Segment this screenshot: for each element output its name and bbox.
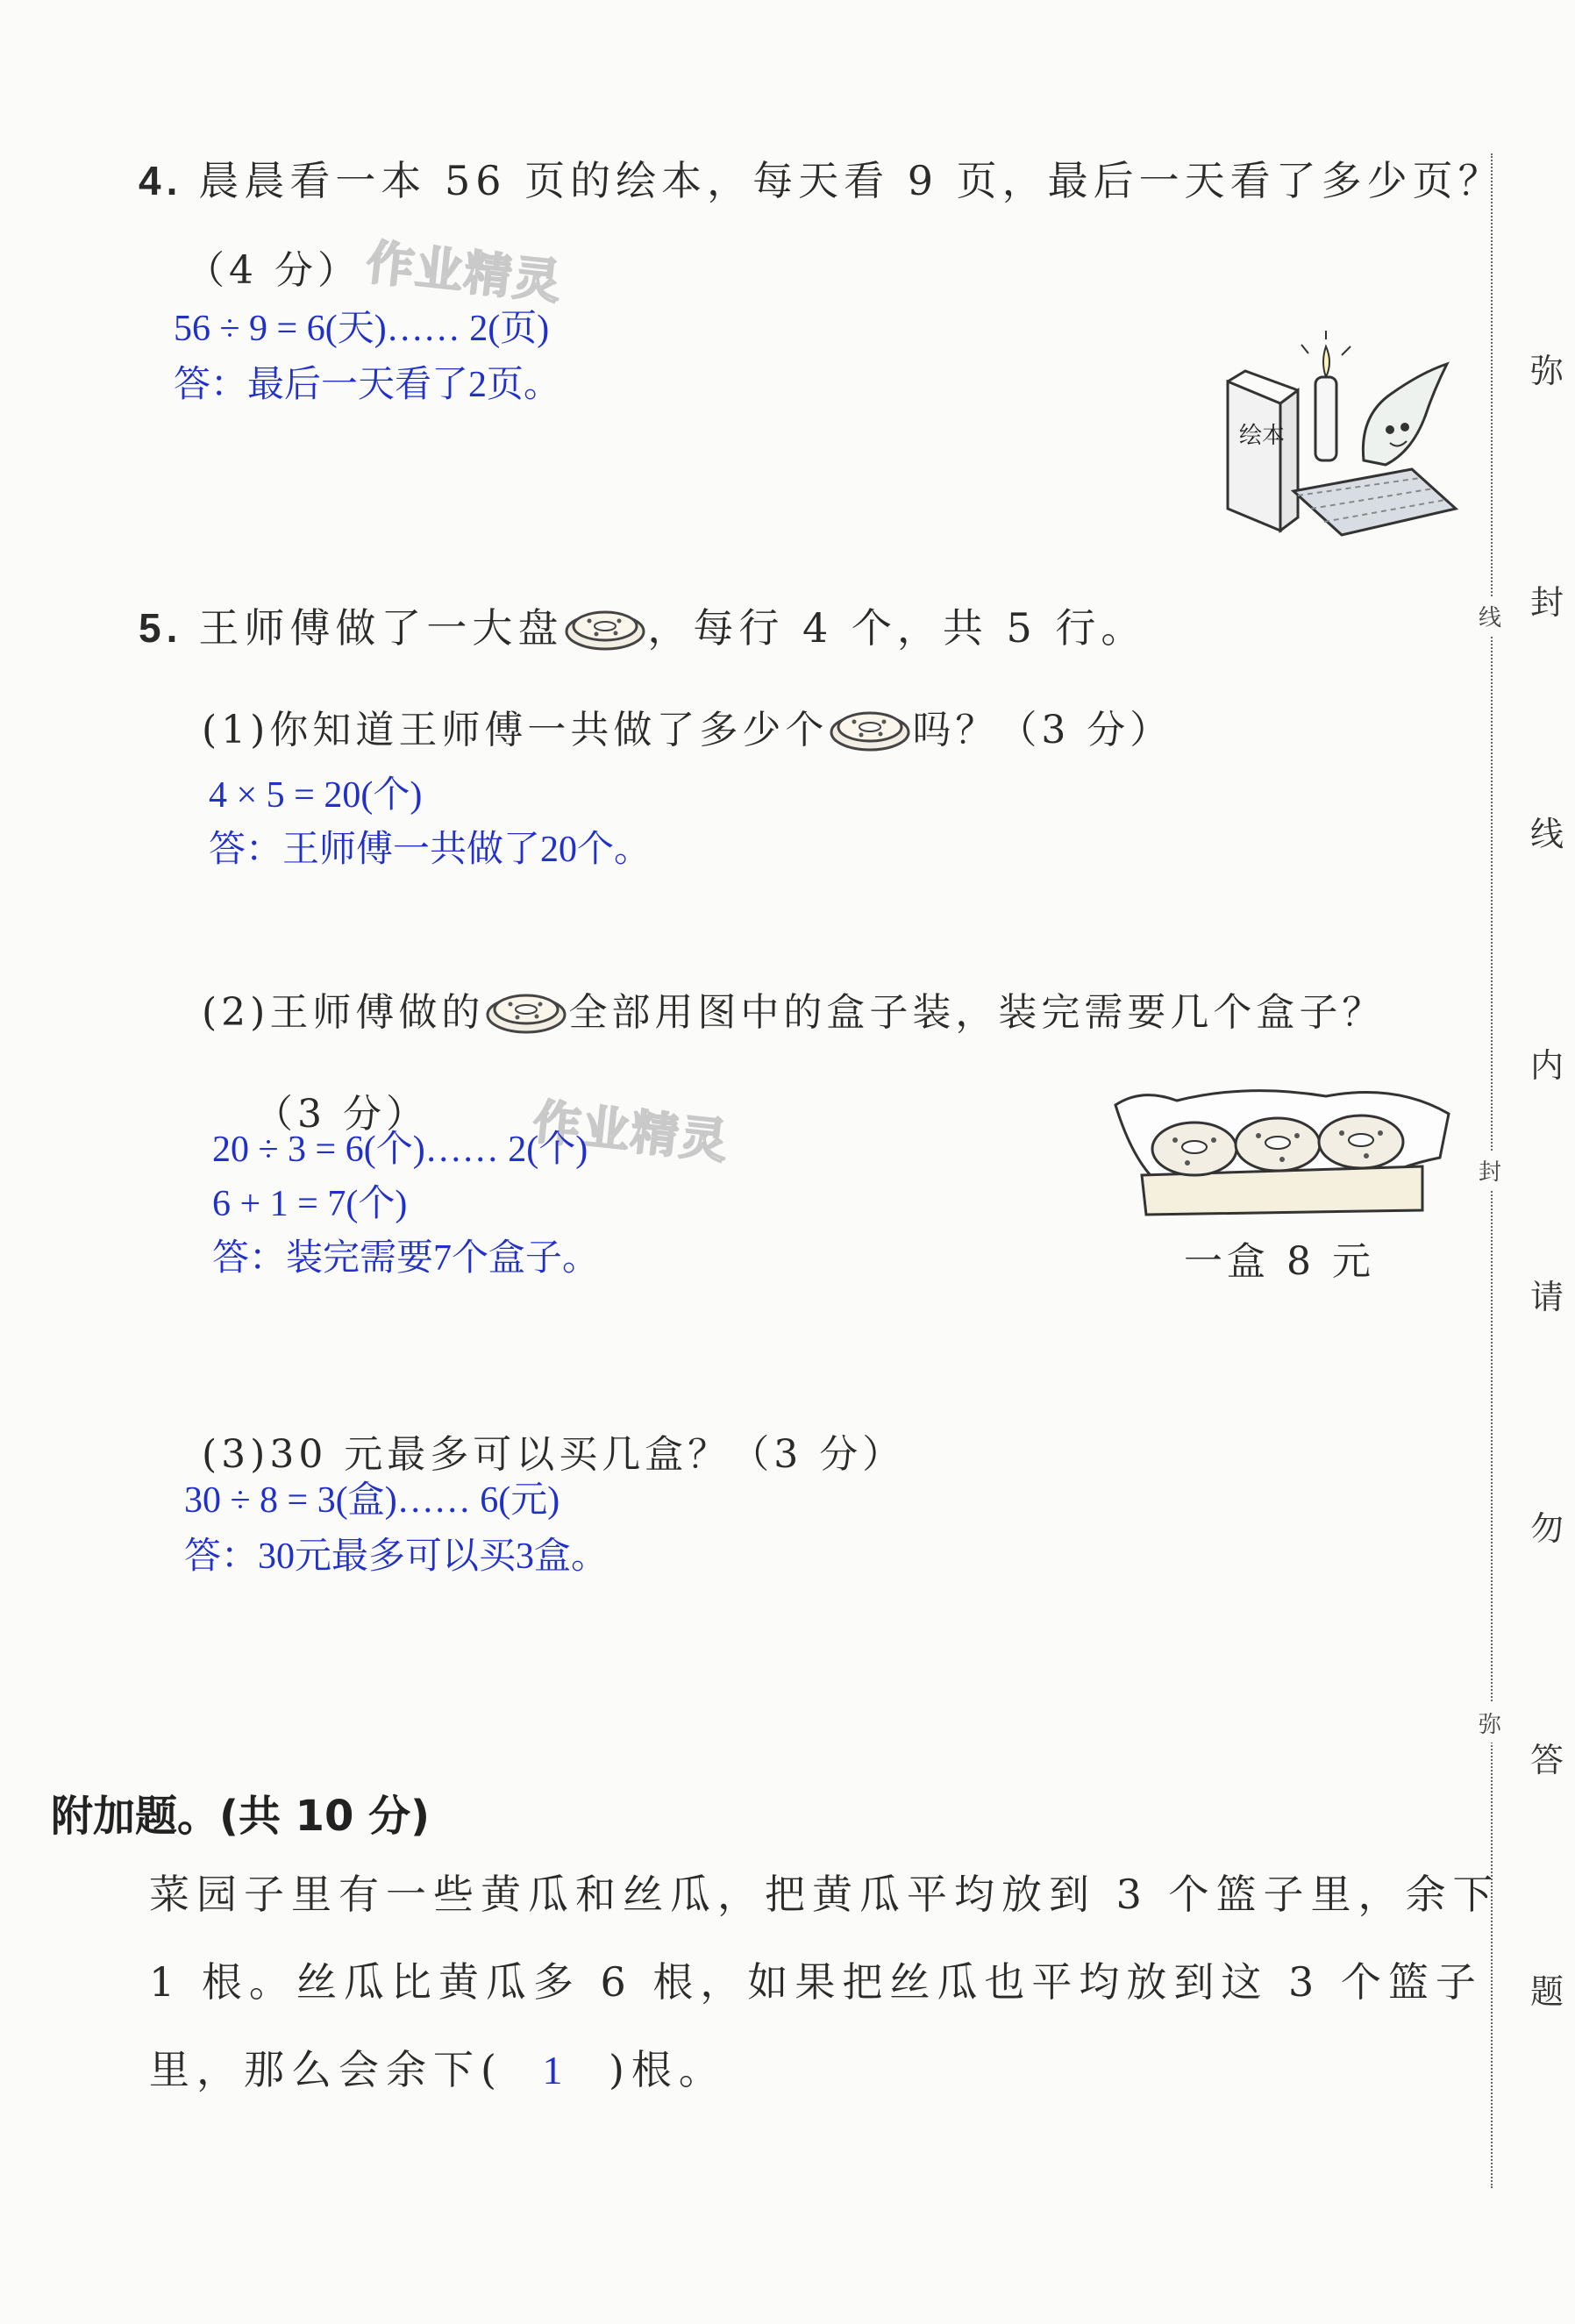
q5-part2-text-after: 全部用图中的盒子装，装完需要几个盒子？ (568, 990, 1386, 1035)
margin-char-wu: 勿 (1530, 1509, 1564, 1548)
q5-part1-answer-calc: 4 × 5 = 20(个) (209, 775, 423, 816)
q4-score: （4 分） (186, 248, 360, 293)
bonus-line-3-after: )根。 (608, 2046, 726, 2093)
q4-number: 4. (139, 158, 183, 203)
bonus-title: 附加题。(共 10 分) (51, 1792, 431, 1841)
picture-book-illustration (1210, 329, 1473, 539)
bonus-answer-blank: 1 (542, 2048, 570, 2092)
watermark: 作业精灵 (530, 1094, 732, 1170)
bonus-line-1: 菜园子里有一些黄瓜和丝瓜，把黄瓜平均放到 3 个篮子里，余下 (149, 1871, 1500, 1918)
q5-part1-text-after: 吗？（3 分） (912, 708, 1173, 752)
binding-label-feng: 封 (1479, 1151, 1501, 1190)
q5-part1-text-before: (1)你知道王师傅一共做了多少个 (202, 708, 829, 752)
margin-char-ti: 题 (1530, 1972, 1564, 2011)
q5-part3-answer-text: 答：30元最多可以买3盒。 (184, 1536, 609, 1577)
q5-part2-score: （3 分） (254, 1092, 429, 1137)
box-price-caption: 一盒 8 元 (1184, 1239, 1375, 1284)
q4-question (139, 149, 1504, 207)
margin-char-qing: 请 (1530, 1278, 1564, 1316)
q5-part1-question (202, 698, 1172, 763)
bonus-line-2: 1 根。丝瓜比黄瓜多 6 根，如果把丝瓜也平均放到这 3 个篮子 (149, 1958, 1483, 2006)
picture-book-label: 绘本 (1239, 423, 1286, 449)
q5-part1-answer-text: 答：王师傅一共做了20个。 (209, 830, 652, 870)
donut-icon (484, 985, 568, 1045)
margin-char-xian: 线 (1530, 815, 1564, 853)
q4-answer-text: 答：最后一天看了2页。 (174, 365, 561, 405)
donut-icon (828, 702, 912, 763)
q5-text-before: 王师傅做了一大盘 (198, 604, 564, 652)
margin-char-feng: 封 (1530, 583, 1564, 622)
donut-box-illustration (1107, 1079, 1457, 1219)
binding-label-xian: 线 (1479, 596, 1501, 636)
margin-char-nei: 内 (1530, 1046, 1564, 1085)
q5-part2-answer-text: 答：装完需要7个盒子。 (212, 1238, 600, 1279)
donut-plate-icon (563, 602, 647, 662)
bonus-line-3-before: 里，那么会余下( (149, 2046, 503, 2093)
q5-part3-answer-calc: 30 ÷ 8 = 3(盒)…… 6(元) (184, 1480, 560, 1521)
q5-part2-text-before: (2)王师傅做的 (202, 990, 485, 1035)
bonus-line-3 (149, 2026, 726, 2114)
q5-part3-question: (3)30 元最多可以买几盒？（3 分） (202, 1432, 906, 1477)
q5-text-after: ，每行 4 个，共 5 行。 (647, 604, 1147, 652)
q5-number: 5. (139, 605, 183, 651)
q5-part2-answer-calc1: 20 ÷ 3 = 6(个)…… 2(个) (212, 1130, 588, 1170)
margin-char-mi: 弥 (1530, 352, 1564, 390)
q5-part2-answer-calc2: 6 + 1 = 7(个) (212, 1184, 408, 1224)
q4-answer-calc: 56 ÷ 9 = 6(天)…… 2(页) (174, 309, 550, 349)
binding-label-mi: 弥 (1479, 1703, 1501, 1743)
q4-text: 晨晨看一本 56 页的绘本，每天看 9 页，最后一天看了多少页？ (198, 157, 1504, 204)
q5-part2-question (202, 980, 1385, 1045)
watermark: 作业精灵 (363, 234, 566, 310)
margin-char-da: 答 (1530, 1741, 1564, 1779)
q5-question (139, 596, 1146, 662)
